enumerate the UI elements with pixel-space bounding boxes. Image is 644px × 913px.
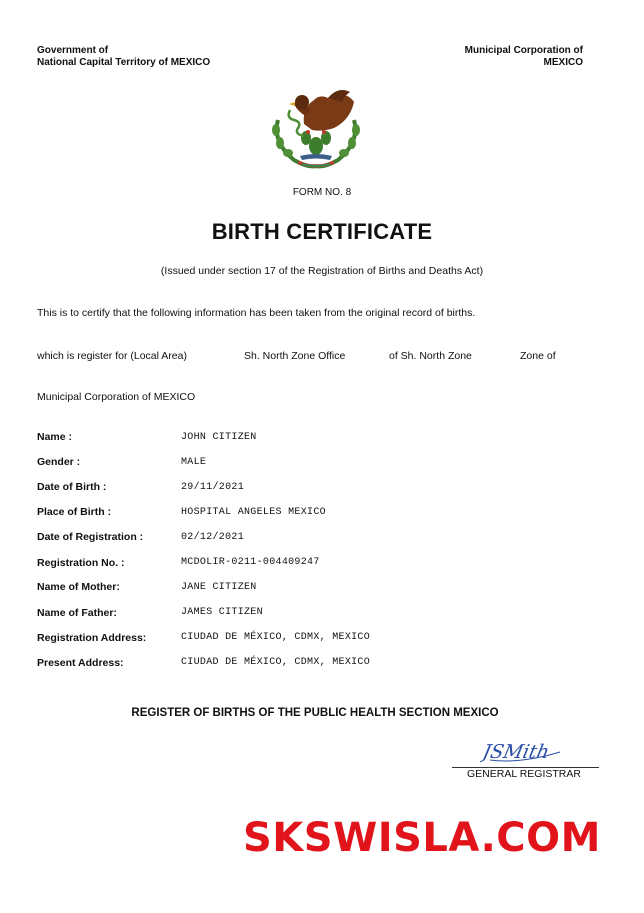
registrar-signature — [480, 738, 570, 766]
website-watermark: SKSWISLA.COM — [243, 815, 601, 861]
issuing-municipality — [465, 45, 583, 69]
issuing-government — [37, 45, 210, 69]
place-of-birth-label: Place of Birth : — [37, 506, 112, 518]
place-of-birth-value: HOSPITAL ANGELES MEXICO — [181, 507, 326, 518]
local-area-zone-of: Zone of — [520, 350, 556, 362]
date-of-birth-label: Date of Birth : — [37, 481, 107, 493]
municipal-corporation-line: Municipal Corporation of MEXICO — [37, 391, 196, 403]
gender-value: MALE — [181, 457, 207, 468]
registration-address-label: Registration Address: — [37, 632, 147, 644]
name-value: JOHN CITIZEN — [181, 432, 257, 443]
registration-address-value: CIUDAD DE MÉXICO, CDMX, MEXICO — [181, 632, 371, 643]
header-right-line1: Municipal Corporation of — [464, 45, 583, 56]
coat-of-arms-emblem-icon — [264, 80, 368, 172]
header-left-line1: Government of — [37, 45, 109, 56]
gender-label: Gender : — [37, 456, 81, 468]
father-name-label: Name of Father: — [37, 607, 117, 619]
local-area-office: Sh. North Zone Office — [244, 350, 346, 362]
certification-statement: This is to certify that the following information has been taken from the original record of births. — [37, 307, 476, 319]
issued-under-note: (Issued under section 17 of the Registration of Births and Deaths Act) — [160, 265, 484, 277]
signature-text: JSMith — [480, 740, 552, 763]
registration-number-value: MCDOLIR-0211-004409247 — [181, 557, 320, 568]
register-of-births-line: REGISTER OF BIRTHS OF THE PUBLIC HEALTH SECTION MEXICO — [131, 707, 499, 719]
header-right-line2: MEXICO — [543, 57, 583, 68]
date-of-birth-value: 29/11/2021 — [181, 482, 245, 493]
registration-number-label: Registration No. : — [37, 557, 125, 569]
mother-name-label: Name of Mother: — [37, 581, 120, 593]
name-label: Name : — [37, 431, 73, 443]
general-registrar-title: GENERAL REGISTRAR — [467, 768, 581, 780]
local-area-label: which is register for (Local Area) — [37, 350, 187, 362]
father-name-value: JAMES CITIZEN — [181, 607, 263, 618]
header-left-line2: National Capital Territory of MEXICO — [37, 57, 211, 68]
present-address-label: Present Address: — [37, 657, 124, 669]
mother-name-value: JANE CITIZEN — [181, 582, 257, 593]
date-of-registration-label: Date of Registration : — [37, 531, 144, 543]
date-of-registration-value: 02/12/2021 — [181, 532, 245, 543]
local-area-zone: of Sh. North Zone — [389, 350, 472, 362]
form-number: FORM NO. 8 — [292, 187, 352, 198]
document-title: BIRTH CERTIFICATE — [211, 219, 433, 244]
present-address-value: CIUDAD DE MÉXICO, CDMX, MEXICO — [181, 657, 371, 668]
